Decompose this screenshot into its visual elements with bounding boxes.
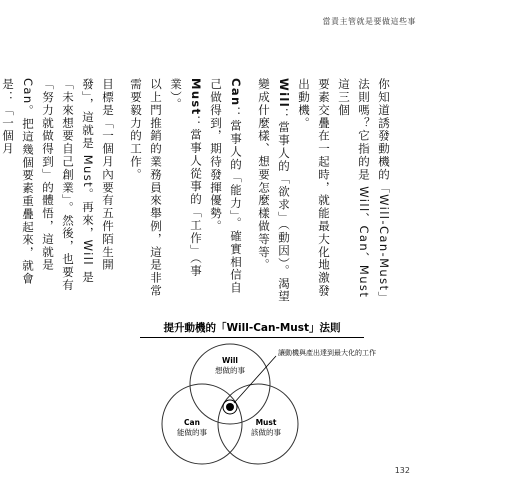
will-label-zh: 想做的事 <box>215 366 245 375</box>
definition-can <box>206 78 246 304</box>
definition-must <box>166 78 206 304</box>
figure-title-rule <box>140 337 364 338</box>
paragraph-3: 目標是「一個月內要有五件陌生開發」，這就是 Must。再來，Will 是「未來想要自己創業」。然後，也要有「努力就做得到」的體悟，這就是 Can。把這幾個要素重疊起來，就會是：「一個月 <box>1 78 115 292</box>
will-definition: ：當事人的「欲求」（動因）。渴望變成什麼樣、想要怎麼樣做等等。 <box>257 78 291 304</box>
venn-diagram <box>140 342 364 467</box>
can-term: Can <box>229 78 243 107</box>
will-term: Will <box>277 78 291 109</box>
center-dot <box>226 403 234 411</box>
running-header: 當責主管就是要做這些事 <box>322 17 416 26</box>
paragraph-1 <box>294 78 394 304</box>
can-label <box>172 418 212 438</box>
can-definition: ：當事人的「能力」。確實相信自己做得到，期待發揮優勢。 <box>209 78 243 295</box>
body-text <box>1 78 394 304</box>
page-number: 132 <box>394 466 410 475</box>
paragraph-2: 以上門推銷的業務員來舉例，這是非常需要毅力的工作。 <box>129 78 163 298</box>
must-label-en: Must <box>255 418 277 427</box>
venn-callout: 讓動機與產出達到最大化的工作 <box>278 349 376 357</box>
will-label-en: Will <box>222 356 238 365</box>
paragraph-1-line-1: 你知道誘發動機的「Will-Can-Must」法則嗎？它指的是 Will、Can、Must 這三個 <box>337 78 391 299</box>
must-definition: ：當事人從事的「工作」（事業）。 <box>169 78 203 278</box>
venn-diagram-svg <box>140 342 364 467</box>
figure-title: 提升動機的「Will-Can-Must」法則 <box>163 322 341 334</box>
can-label-zh: 能做的事 <box>177 428 207 437</box>
must-term: Must <box>189 78 203 116</box>
will-label <box>210 356 250 376</box>
must-label <box>246 418 286 438</box>
paragraph-1-line-2: 要素交疊在一起時，就能最大化地激發出動機。 <box>297 78 331 298</box>
definition-will <box>254 78 294 304</box>
must-label-zh: 該做的事 <box>251 428 281 437</box>
can-label-en: Can <box>184 418 200 427</box>
